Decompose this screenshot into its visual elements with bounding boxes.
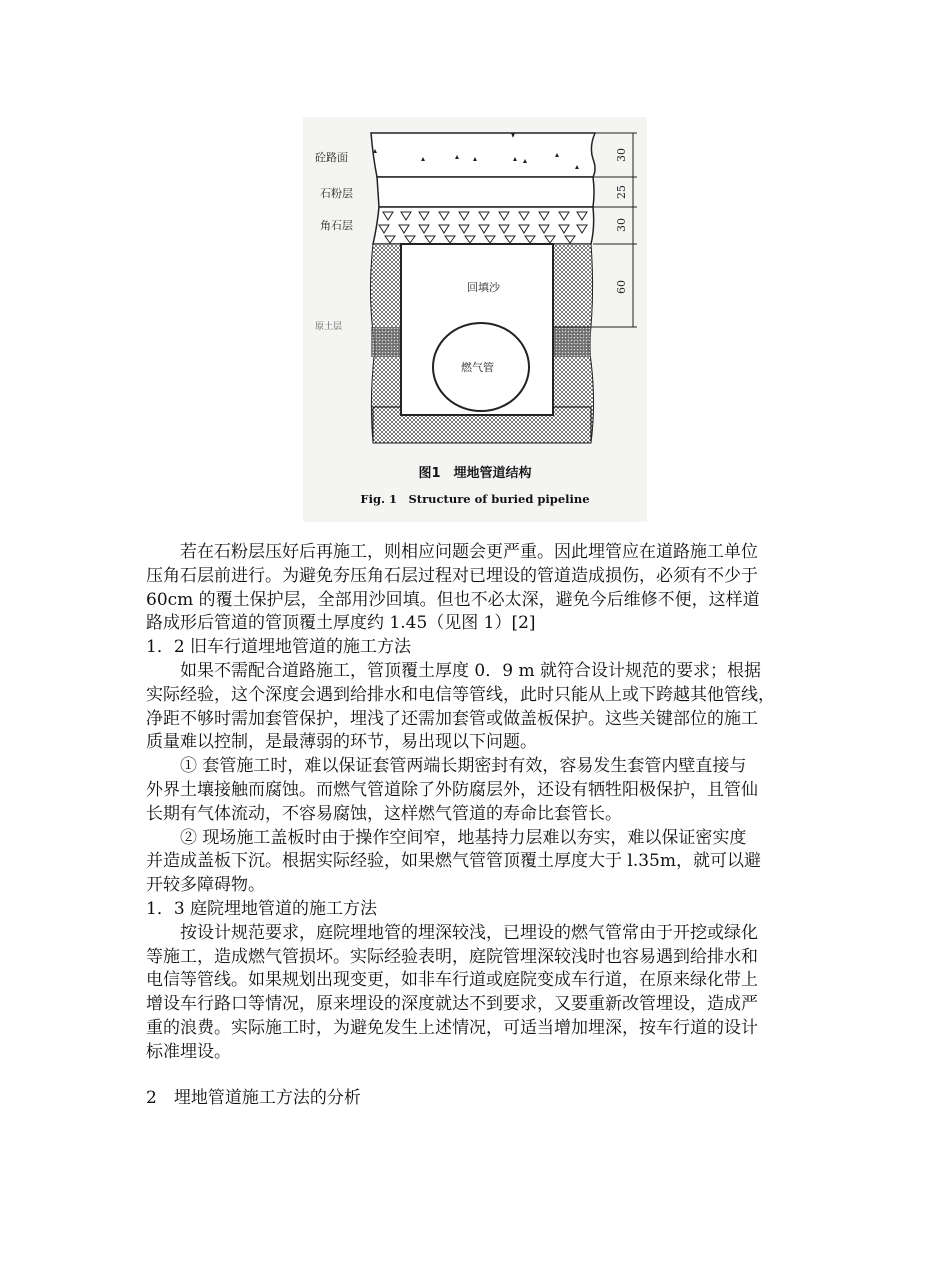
paragraph-line: 净距不够时需加套管保护，埋浅了还需加套管或做盖板保护。这些关键部位的施工 [146, 708, 758, 729]
stone-powder-layer [377, 177, 594, 207]
paragraph-5 [146, 922, 811, 1065]
original-soil-bottom [373, 415, 591, 443]
label-road-surface: 砼路面 [315, 151, 348, 164]
paragraph-line: 压角石层前进行。为避免夯压角石层过程对已埋设的管道造成损伤，必须有不少于 [146, 565, 758, 586]
figure-caption-cn: 图1 埋地管道结构 [418, 466, 532, 481]
road-surface-layer [371, 133, 595, 177]
paragraph-line: 如果不需配合道路施工，管顶覆土厚度 0．9 m 就符合设计规范的要求；根据 [180, 660, 761, 681]
paragraph-line: 电信等管线。如果规划出现变更，如非车行道或庭院变成车行道，在原来绿化带上 [146, 970, 758, 991]
dim-60: 60 [615, 280, 628, 294]
paragraph-line: ① 套管施工时，难以保证套管两端长期密封有效，容易发生套管内壁直接与 [180, 756, 747, 777]
document-body [146, 541, 811, 1110]
dim-30-mid: 30 [615, 218, 628, 232]
dim-30-top: 30 [615, 148, 628, 162]
soil-band-right [553, 327, 591, 357]
paragraph-line: 增设车行路口等情况，原来埋设的深度就达不到要求，又要重新改管埋设，造成严 [146, 994, 758, 1015]
paragraph-line: 按设计规范要求，庭院埋地管的埋深较浅，已埋设的燃气管常由于开挖或绿化 [180, 922, 758, 943]
paragraph-2 [146, 660, 811, 755]
section-heading-1-3: 1．3 庭院埋地管道的施工方法 [146, 898, 378, 919]
figure-buried-pipeline [303, 117, 647, 522]
paragraph-line: 并造成盖板下沉。根据实际经验，如果燃气管管顶覆土厚度大于 l.35m，就可以避 [146, 851, 761, 872]
paragraph-line: 实际经验，这个深度会遇到给排水和电信等管线，此时只能从上或下跨越其他管线， [146, 684, 775, 705]
label-backfill-sand: 回填沙 [467, 281, 500, 294]
soil-band-left [371, 327, 401, 357]
section-heading-2: 2 埋地管道施工方法的分析 [146, 1087, 361, 1108]
paragraph-line: 60cm 的覆土保护层，全部用沙回填。但也不必太深，避免今后维修不便，这样道 [146, 589, 760, 610]
paragraph-line: 标准埋设。 [146, 1041, 231, 1062]
paragraph-line: 路成形后管道的管顶覆土厚度约 1.45（见图 1）[2] [146, 613, 536, 634]
label-stone-powder: 石粉层 [320, 187, 353, 200]
paragraph-line: 外界土壤接触而腐蚀。而燃气管道除了外防腐层外，还设有牺牲阳极保护，且管仙 [146, 779, 758, 800]
label-angular-stone: 角石层 [320, 219, 353, 232]
paragraph-line: 若在石粉层压好后再施工，则相应问题会更严重。因此埋管应在道路施工单位 [180, 542, 758, 562]
paragraph-4 [146, 827, 811, 898]
figure-caption-en: Fig. 1 Structure of buried pipeline [360, 492, 590, 506]
paragraph-1 [146, 541, 811, 636]
label-gas-pipe: 燃气管 [461, 361, 494, 374]
paragraph-line: 开较多障碍物。 [146, 875, 265, 896]
section-heading-1-2: 1．2 旧车行道埋地管道的施工方法 [146, 637, 412, 658]
paragraph-3 [146, 755, 811, 826]
paragraph-line: 重的浪费。实际施工时，为避免发生上述情况，可适当增加埋深，按车行道的设计 [146, 1017, 758, 1038]
paragraph-line: 等施工，造成燃气管损坏。实际经验表明，庭院管埋深较浅时也容易遇到给排水和 [146, 946, 758, 967]
paragraph-line: ② 现场施工盖板时由于操作空间窄，地基持力层难以夯实，难以保证密实度 [180, 827, 747, 848]
paragraph-line: 长期有气体流动，不容易腐蚀，这样燃气管道的寿命比套管长。 [146, 803, 622, 824]
section-gap [146, 1065, 811, 1087]
pipeline-diagram [303, 117, 647, 522]
label-original-soil: 原土层 [315, 322, 343, 332]
paragraph-line: 质量难以控制，是最薄弱的环节，易出现以下问题。 [146, 732, 537, 753]
dim-25: 25 [615, 185, 628, 199]
